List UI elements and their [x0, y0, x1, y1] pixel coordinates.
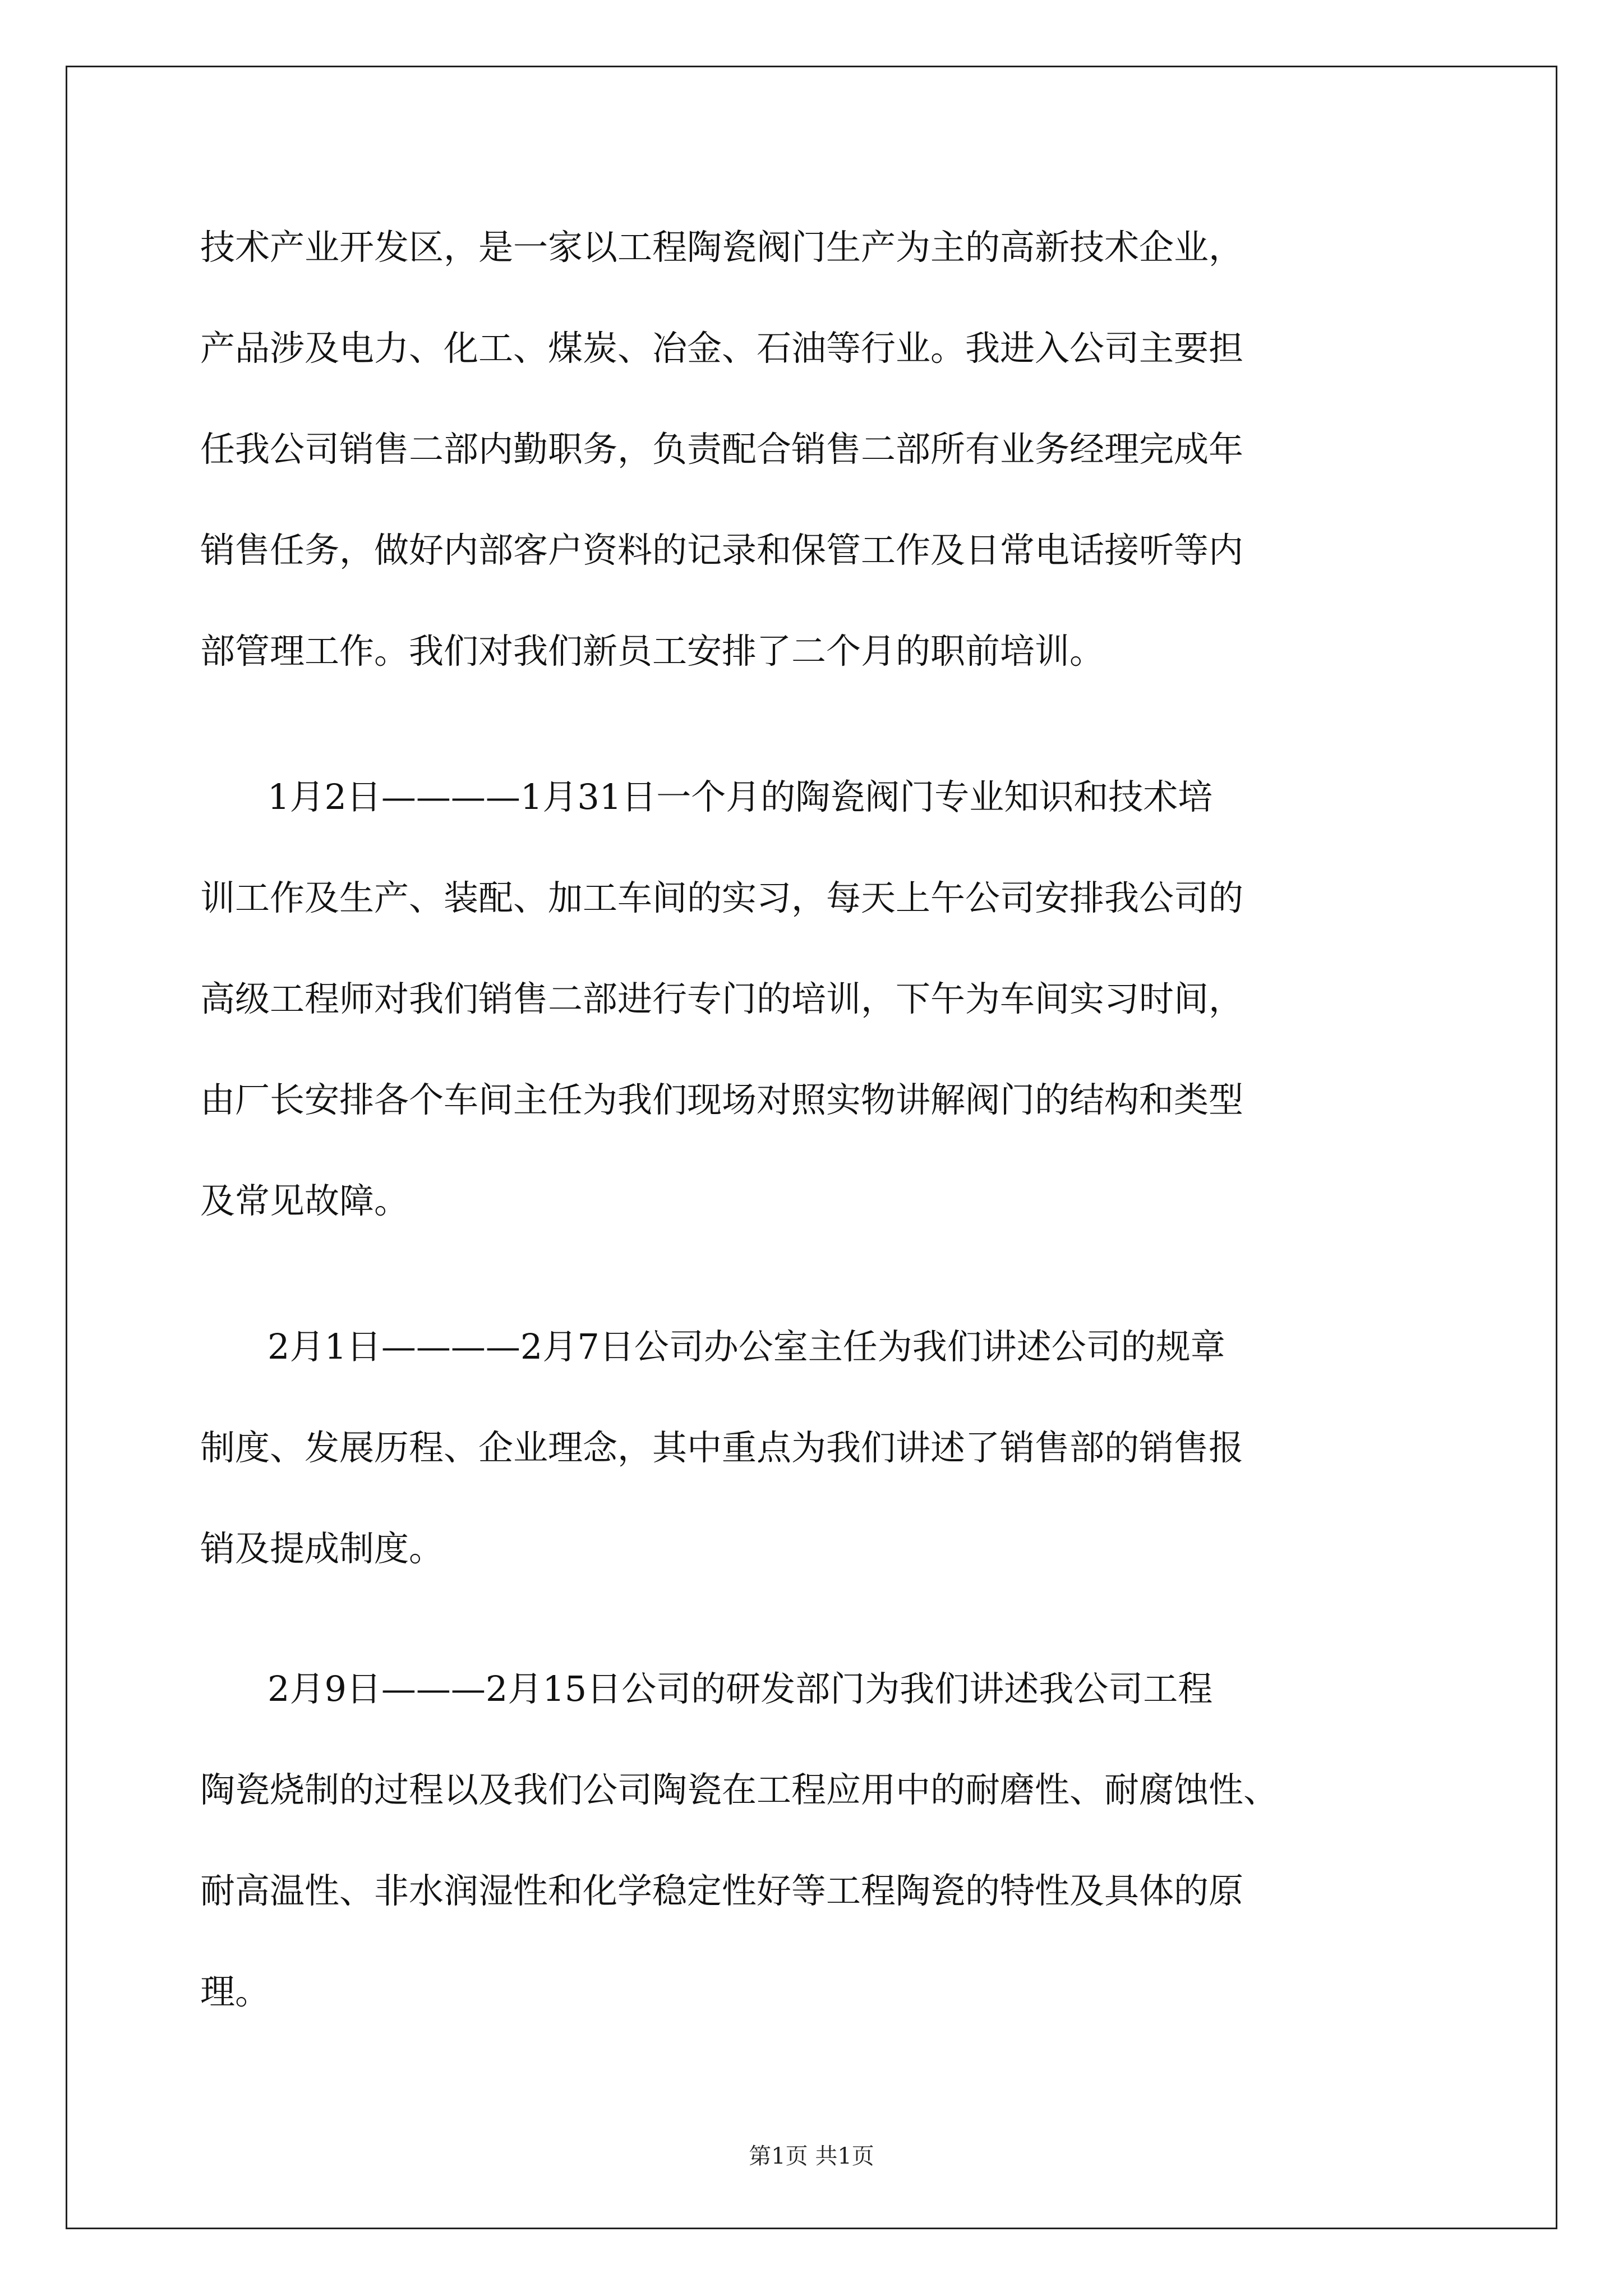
text-line: 陶瓷烧制的过程以及我们公司陶瓷在工程应用中的耐磨性、耐腐蚀性、 — [200, 1769, 1279, 1810]
page-footer: 第1页 共1页 — [749, 2143, 874, 2169]
text-line: 及常见故障。 — [200, 1180, 409, 1221]
text-line: 2月1日————2月7日公司办公室主任为我们讲述公司的规章 — [268, 1326, 1225, 1367]
text-line: 由厂长安排各个车间主任为我们现场对照实物讲解阀门的结构和类型 — [200, 1079, 1244, 1120]
text-line: 产品涉及电力、化工、煤炭、冶金、石油等行业。我进入公司主要担 — [200, 328, 1244, 369]
text-line: 销售任务，做好内部客户资料的记录和保管工作及日常电话接听等内 — [200, 530, 1244, 570]
text-line: 部管理工作。我们对我们新员工安排了二个月的职前培训。 — [200, 631, 1105, 671]
text-line: 理。 — [200, 1971, 270, 2012]
text-line: 耐高温性、非水润湿性和化学稳定性好等工程陶瓷的特性及具体的原 — [200, 1870, 1244, 1911]
text-line: 制度、发展历程、企业理念，其中重点为我们讲述了销售部的销售报 — [200, 1427, 1244, 1468]
text-line: 2月9日———2月15日公司的研发部门为我们讲述我公司工程 — [268, 1668, 1213, 1709]
text-line: 训工作及生产、装配、加工车间的实习，每天上午公司安排我公司的 — [200, 877, 1244, 918]
text-line: 高级工程师对我们销售二部进行专门的培训，下午为车间实习时间， — [200, 978, 1244, 1019]
text-line: 任我公司销售二部内勤职务，负责配合销售二部所有业务经理完成年 — [200, 429, 1244, 470]
text-line: 销及提成制度。 — [200, 1528, 444, 1569]
text-line: 技术产业开发区，是一家以工程陶瓷阀门生产为主的高新技术企业， — [200, 227, 1244, 268]
text-line: 1月2日————1月31日一个月的陶瓷阀门专业知识和技术培 — [268, 776, 1213, 817]
